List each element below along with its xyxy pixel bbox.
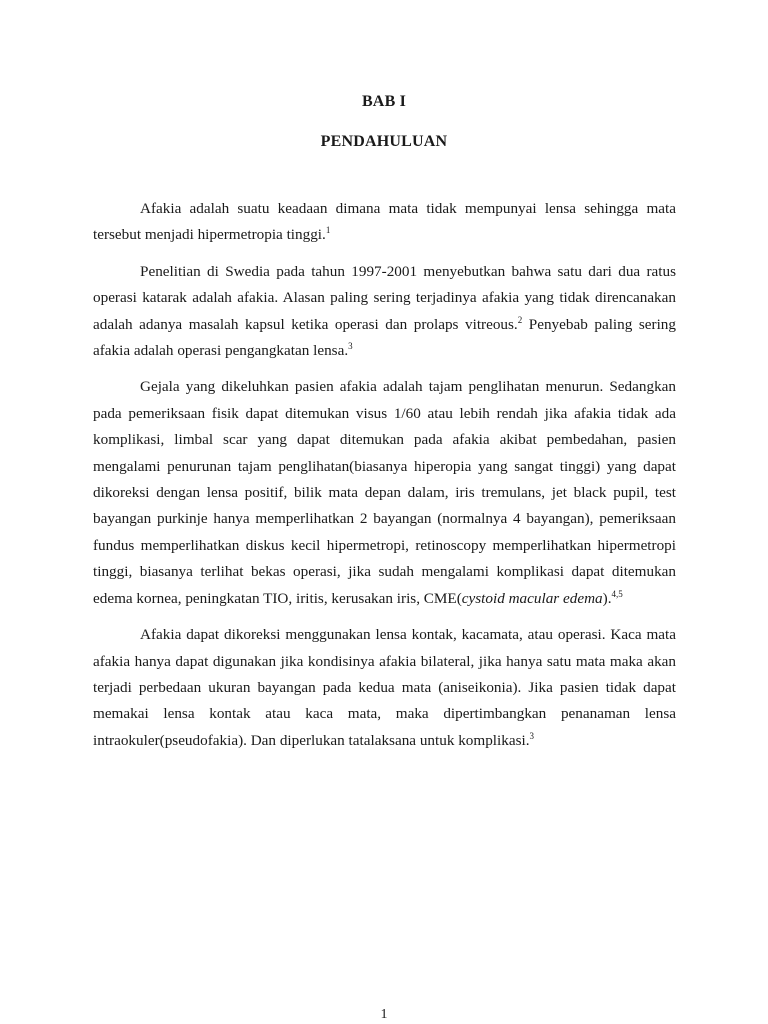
- paragraph: [93, 374, 676, 612]
- citation-ref: 3: [529, 730, 535, 741]
- body-text: [93, 196, 676, 764]
- paragraph-text: Afakia adalah suatu keadaan dimana mata tidak mempunyai lensa sehingga mata tersebut menjadi hipermetropia tinggi.: [93, 200, 676, 244]
- citation-ref: 1: [325, 225, 331, 236]
- citation-ref: 3: [348, 341, 353, 352]
- paragraph-text: Afakia dapat dikoreksi menggunakan lensa kontak, kacamata, atau operasi. Kaca mata afakia hanya dapat digunakan jika kondisinya afakia bilateral, jika hanya satu mata maka akan terjadi perbedaan ukuran bayangan pada kedua mata (aniseikonia). Jika pasien tidak dapat memakai lensa kontak atau kaca mata, maka dipertimbangkan penanaman lensa intraokuler(pseudofakia). Dan diperlukan tatalaksana untuk komplikasi.: [93, 626, 676, 749]
- italic-term: cystoid macular edema: [461, 589, 603, 607]
- chapter-heading: BAB I: [361, 93, 407, 110]
- paragraph-text: Penelitian di Swedia pada tahun 1997-2001 menyebutkan bahwa satu dari dua ratus operasi katarak adalah afakia. Alasan paling sering terjadinya afakia yang tidak direncanakan adalah adanya masalah kapsul ketika operasi dan prolaps vitreous.: [93, 262, 676, 333]
- paragraph-text: ).: [602, 589, 612, 607]
- chapter-title: PENDAHULUAN: [320, 133, 448, 150]
- paragraph: [93, 259, 676, 365]
- citation-ref: 4,5: [611, 588, 623, 599]
- paragraph: [93, 196, 676, 249]
- paragraph-text: Penyebab paling sering afakia adalah operasi pengangkatan lensa.: [93, 315, 676, 360]
- paragraph: [93, 622, 676, 754]
- citation-ref: 2: [517, 314, 523, 325]
- page-number: 1: [380, 1007, 388, 1022]
- paragraph-text: Gejala yang dikeluhkan pasien afakia adalah tajam penglihatan menurun. Sedangkan pada pemeriksaan fisik dapat ditemukan visus 1/60 atau lebih rendah jika afakia tidak ada komplikasi, limbal scar yang dapat ditemukan pada afakia akibat pembedahan, pasien mengalami penurunan tajam penglihatan(biasanya hiperopia yang sangat tinggi) yang dapat dikoreksi dengan lensa positif, bilik mata depan dalam, iris tremulans, jet black pupil, test bayangan purkinje hanya memperlihatkan 2 bayangan (normalnya 4 bayangan), pemeriksaan fundus memperlihatkan diskus kecil hipermetropi, retinoscopy memperlihatkan hipermetropi tinggi, biasanya terlihat bekas operasi, jika sudah mengalami komplikasi dapat ditemukan edema kornea, peningkatan TIO, iritis, kerusakan iris, CME(: [93, 378, 676, 607]
